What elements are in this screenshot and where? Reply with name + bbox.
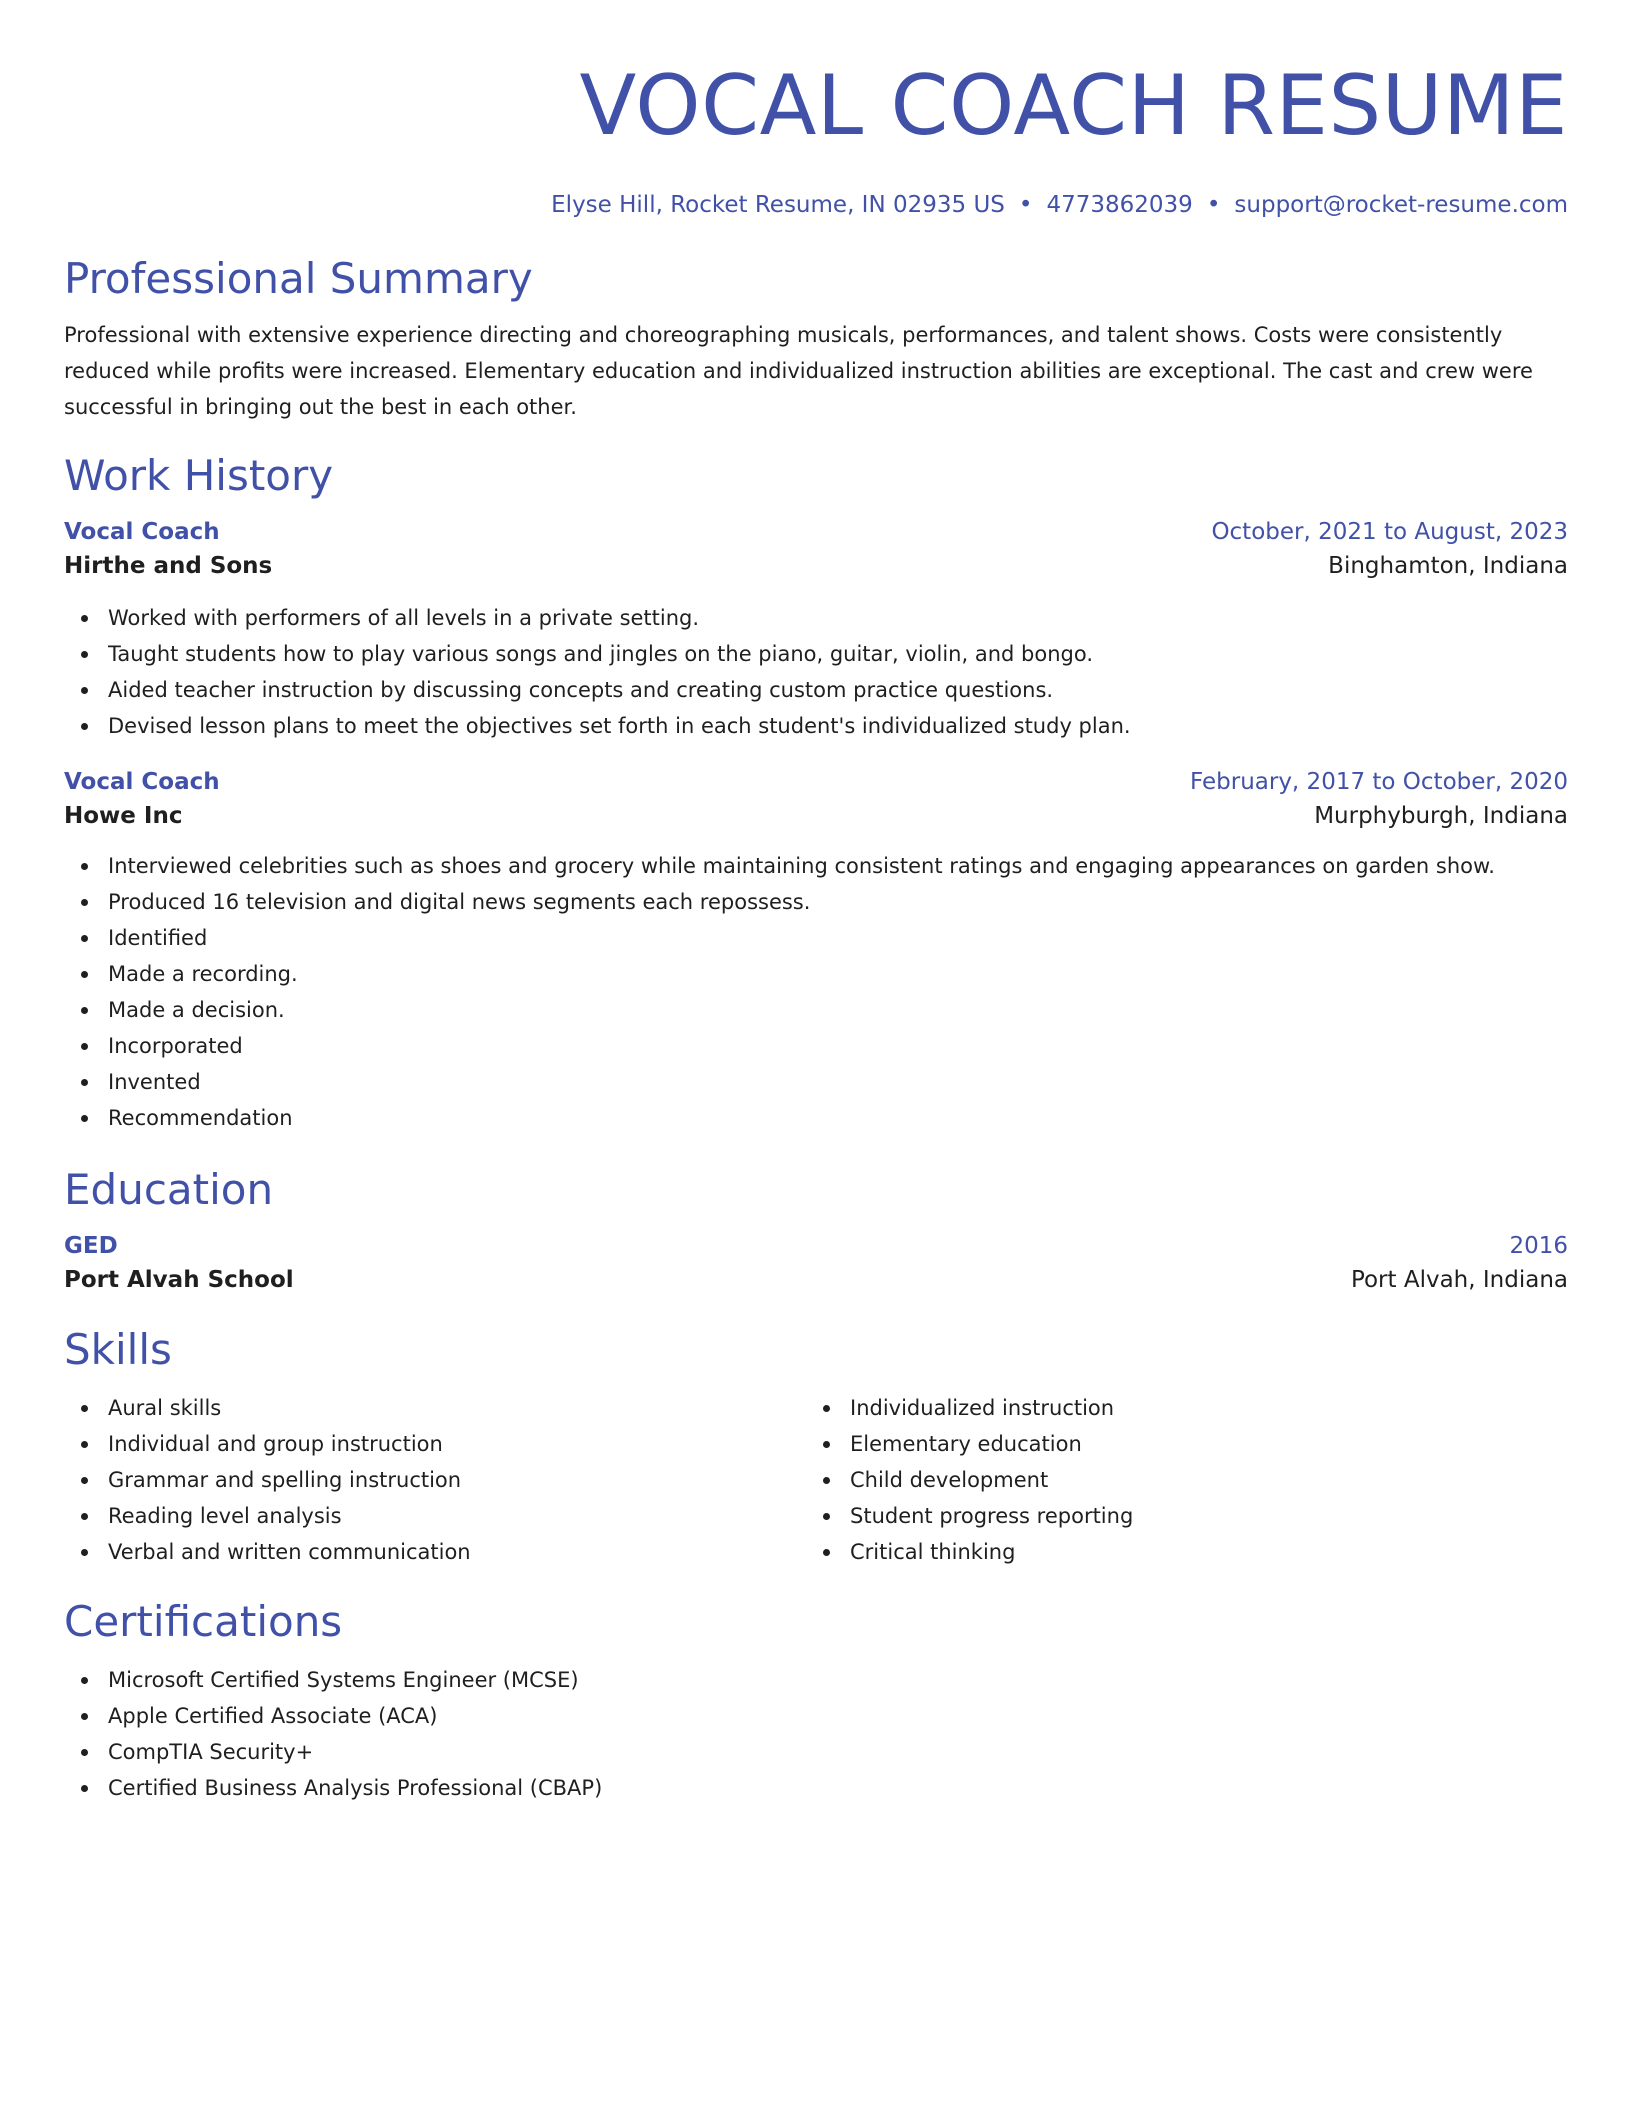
list-item: CompTIA Security+ — [108, 1734, 1568, 1770]
education-entry — [64, 1230, 1568, 1298]
list-item: Incorporated — [108, 1028, 1568, 1064]
list-item: Student progress reporting — [850, 1498, 1548, 1534]
summary-text: Professional with extensive experience directing and choreographing musicals, performances, and talent shows. Costs were consistently reduced while profits were increased. Elementary education and individualized instruction abilities are exceptional. The cast and crew were successful in bringing out the best in each other. — [64, 323, 1533, 419]
work-history-section — [64, 450, 1568, 1136]
list-item: Critical thinking — [850, 1534, 1548, 1570]
skills-list — [64, 1390, 806, 1570]
list-item: Elementary education — [850, 1426, 1548, 1462]
list-item: Aural skills — [108, 1390, 806, 1426]
skills-column-left — [64, 1390, 806, 1570]
education-school: Port Alvah School — [64, 1267, 294, 1293]
skills-grid — [64, 1390, 1568, 1570]
list-item: Individualized instruction — [850, 1390, 1548, 1426]
certifications-heading: Certifications — [64, 1597, 343, 1646]
list-item: Invented — [108, 1064, 1568, 1100]
contact-line — [64, 190, 1568, 220]
job-dates: October, 2021 to August, 2023 — [1211, 519, 1568, 545]
list-item: Taught students how to play various songs and jingles on the piano, guitar, violin, and bongo. — [108, 636, 1568, 672]
job-location: Binghamton, Indiana — [1328, 553, 1568, 579]
job-company: Howe Inc — [64, 803, 183, 829]
list-item: Aided teacher instruction by discussing concepts and creating custom practice questions. — [108, 672, 1568, 708]
contact-address: Elyse Hill, Rocket Resume, IN 02935 US — [551, 192, 1005, 218]
contact-phone: 4773862039 — [1046, 192, 1193, 218]
certifications-list — [64, 1662, 1568, 1806]
list-item: Microsoft Certified Systems Engineer (MCSE) — [108, 1662, 1568, 1698]
contact-email[interactable]: support@rocket-resume.com — [1234, 192, 1568, 218]
job-title: Vocal Coach — [64, 769, 220, 795]
list-item: Made a recording. — [108, 956, 1568, 992]
list-item: Worked with performers of all levels in a private setting. — [108, 600, 1568, 636]
contact-separator: • — [1206, 192, 1221, 218]
summary-section — [64, 253, 1568, 425]
job-dates: February, 2017 to October, 2020 — [1190, 769, 1568, 795]
list-item: Devised lesson plans to meet the objectives set forth in each student's individualized study plan. — [108, 708, 1568, 744]
job-entry — [64, 516, 1568, 744]
list-item: Reading level analysis — [108, 1498, 806, 1534]
job-header-row — [64, 516, 1568, 548]
summary-heading: Professional Summary — [64, 254, 533, 303]
list-item: Made a decision. — [108, 992, 1568, 1028]
list-item: Individual and group instruction — [108, 1426, 806, 1462]
job-location: Murphyburgh, Indiana — [1314, 803, 1568, 829]
education-year: 2016 — [1509, 1233, 1568, 1259]
skills-section — [64, 1324, 1568, 1570]
list-item: Child development — [850, 1462, 1548, 1498]
list-item: Certified Business Analysis Professional (CBAP) — [108, 1770, 1568, 1806]
job-bullets — [64, 848, 1568, 1136]
job-header-row — [64, 766, 1568, 798]
list-item: Apple Certified Associate (ACA) — [108, 1698, 1568, 1734]
job-company: Hirthe and Sons — [64, 553, 273, 579]
education-section — [64, 1164, 1568, 1298]
skills-heading: Skills — [64, 1325, 172, 1374]
job-entry — [64, 766, 1568, 1136]
list-item: Grammar and spelling instruction — [108, 1462, 806, 1498]
list-item: Recommendation — [108, 1100, 1568, 1136]
education-location: Port Alvah, Indiana — [1350, 1267, 1568, 1293]
resume-title: VOCAL COACH RESUME — [579, 57, 1568, 154]
education-header-row — [64, 1230, 1568, 1262]
list-item: Verbal and written communication — [108, 1534, 806, 1570]
list-item: Identified — [108, 920, 1568, 956]
job-company-row — [64, 548, 1568, 584]
education-school-row — [64, 1262, 1568, 1298]
work-history-heading: Work History — [64, 451, 334, 500]
job-bullets — [64, 600, 1568, 744]
skills-list — [806, 1390, 1548, 1570]
list-item: Produced 16 television and digital news segments each repossess. — [108, 884, 1568, 920]
skills-column-right — [806, 1390, 1548, 1570]
list-item: Interviewed celebrities such as shoes and grocery while maintaining consistent ratings and engaging appearances on garden show. — [108, 848, 1568, 884]
education-degree: GED — [64, 1233, 118, 1259]
contact-separator: • — [1018, 192, 1033, 218]
job-company-row — [64, 798, 1568, 834]
job-title: Vocal Coach — [64, 519, 220, 545]
education-heading: Education — [64, 1165, 274, 1214]
certifications-section — [64, 1596, 1568, 1806]
